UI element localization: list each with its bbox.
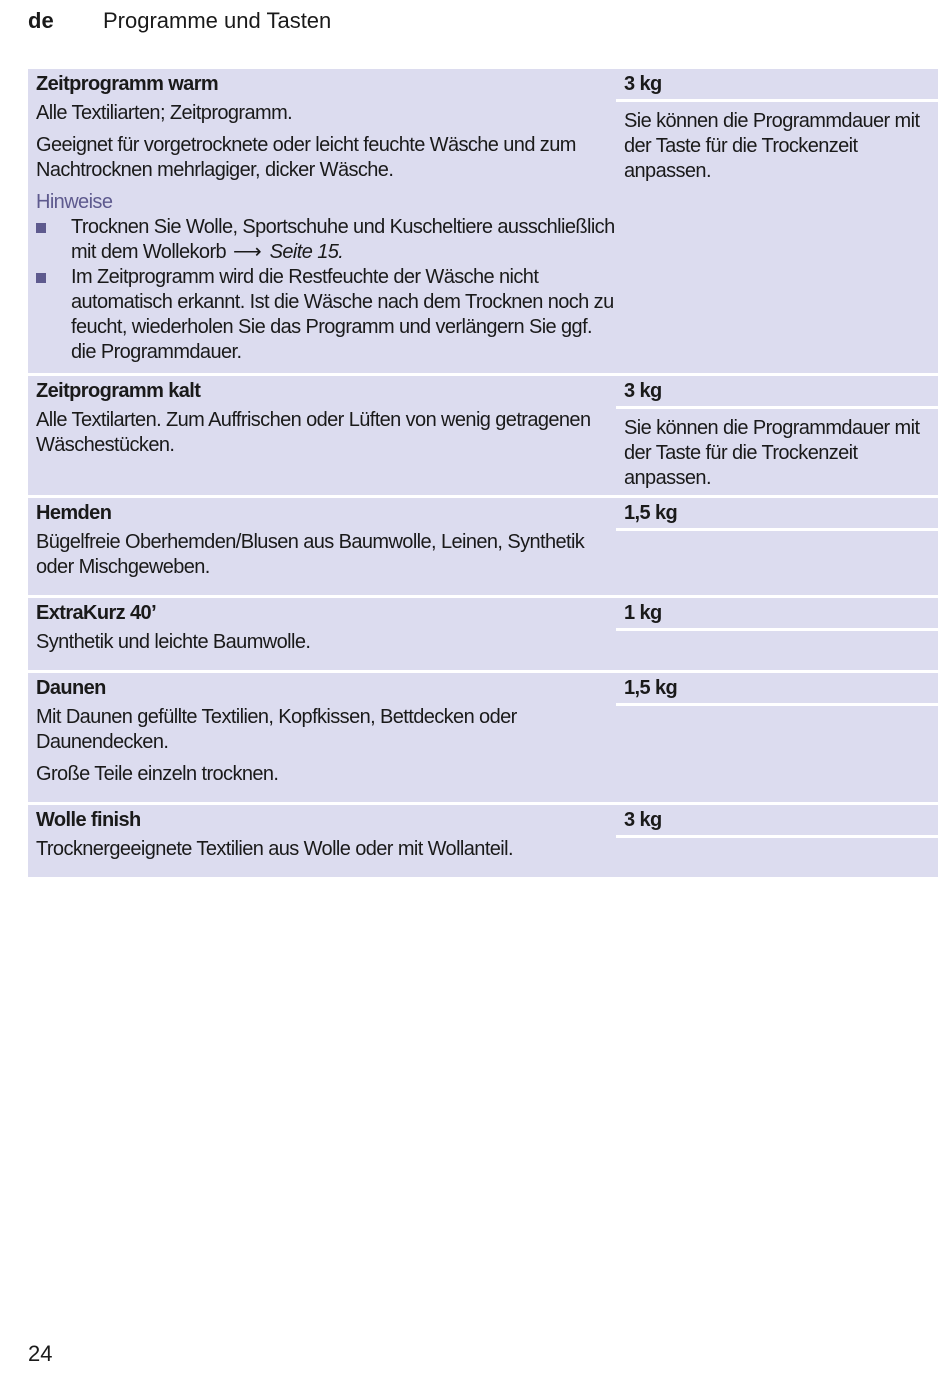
program-description: Synthetik und leichte Baumwolle. (36, 631, 311, 653)
program-name: Zeitprogramm kalt (36, 380, 201, 402)
long-right-arrow-icon: ⟶ (233, 241, 259, 263)
notes-list-item (36, 265, 616, 365)
max-load: 3 kg (616, 376, 938, 409)
program-row-zeitprogramm-kalt (28, 376, 938, 498)
program-table (28, 69, 938, 880)
page-reference-link[interactable]: Seite 15. (269, 241, 344, 263)
program-description: Mit Daunen gefüllte Textilien, Kopfkissen, Bettdecken oder Daunendecken. (36, 706, 517, 753)
notes-list-item (36, 215, 616, 265)
program-note: Sie können die Programmdauer mit der Taste für die Trockenzeit anpassen. (624, 417, 920, 489)
program-name: Daunen (36, 677, 106, 699)
program-description-cell (28, 69, 616, 373)
program-note: Sie können die Programmdauer mit der Taste für die Trockenzeit anpassen. (624, 110, 920, 182)
note-text: Trocknen Sie Wolle, Sportschuhe und Kuscheltiere ausschließlich mit dem Wollekorb (71, 216, 615, 263)
program-description: Alle Textiliarten; Zeitprogramm. (36, 102, 293, 124)
max-load: 1,5 kg (616, 498, 938, 531)
max-load: 3 kg (616, 805, 938, 838)
program-row-daunen (28, 673, 938, 805)
language-code: de (28, 8, 54, 33)
program-row-extrakurz (28, 598, 938, 673)
page-number: 24 (28, 1341, 53, 1366)
max-load: 3 kg (616, 69, 938, 102)
program-description-cell (28, 498, 616, 595)
notes-heading: Hinweise (36, 191, 113, 213)
program-description-cell (28, 376, 616, 495)
program-name: Zeitprogramm warm (36, 73, 219, 95)
program-load-cell (616, 598, 938, 670)
square-bullet-icon (36, 223, 46, 233)
program-description: Trocknergeeignete Textilien aus Wolle oder mit Wollanteil. (36, 838, 513, 860)
program-name: Hemden (36, 502, 112, 524)
program-description: Große Teile einzeln trocknen. (36, 763, 279, 785)
note-text: Im Zeitprogramm wird die Restfeuchte der Wäsche nicht automatisch erkannt. Ist die Wäsche nach dem Trocknen noch zu feucht, wiederholen Sie das Programm und verlängern Sie ggf. die Programmdauer. (71, 266, 614, 363)
max-load: 1,5 kg (616, 673, 938, 706)
program-load-cell (616, 498, 938, 595)
program-description: Alle Textilarten. Zum Auffrischen oder Lüften von wenig getragenen Wäschestücken. (36, 409, 591, 456)
program-load-cell (616, 805, 938, 877)
program-row-zeitprogramm-warm (28, 69, 938, 376)
program-description: Bügelfreie Oberhemden/Blusen aus Baumwolle, Leinen, Synthetik oder Mischgeweben. (36, 531, 585, 578)
program-name: ExtraKurz 40’ (36, 602, 157, 624)
section-title: Programme und Tasten (103, 8, 332, 33)
program-load-cell (616, 673, 938, 802)
square-bullet-icon (36, 273, 46, 283)
program-row-hemden (28, 498, 938, 598)
notes-list (36, 215, 616, 365)
program-row-wolle-finish (28, 805, 938, 880)
max-load: 1 kg (616, 598, 938, 631)
program-load-cell (616, 69, 938, 373)
program-description-cell (28, 673, 616, 802)
program-load-cell (616, 376, 938, 495)
program-name: Wolle finish (36, 809, 141, 831)
program-description-cell (28, 598, 616, 670)
program-description-cell (28, 805, 616, 877)
program-description: Geeignet für vorgetrocknete oder leicht feuchte Wäsche und zum Nachtrocknen mehrlagiger, dicker Wäsche. (36, 134, 576, 181)
